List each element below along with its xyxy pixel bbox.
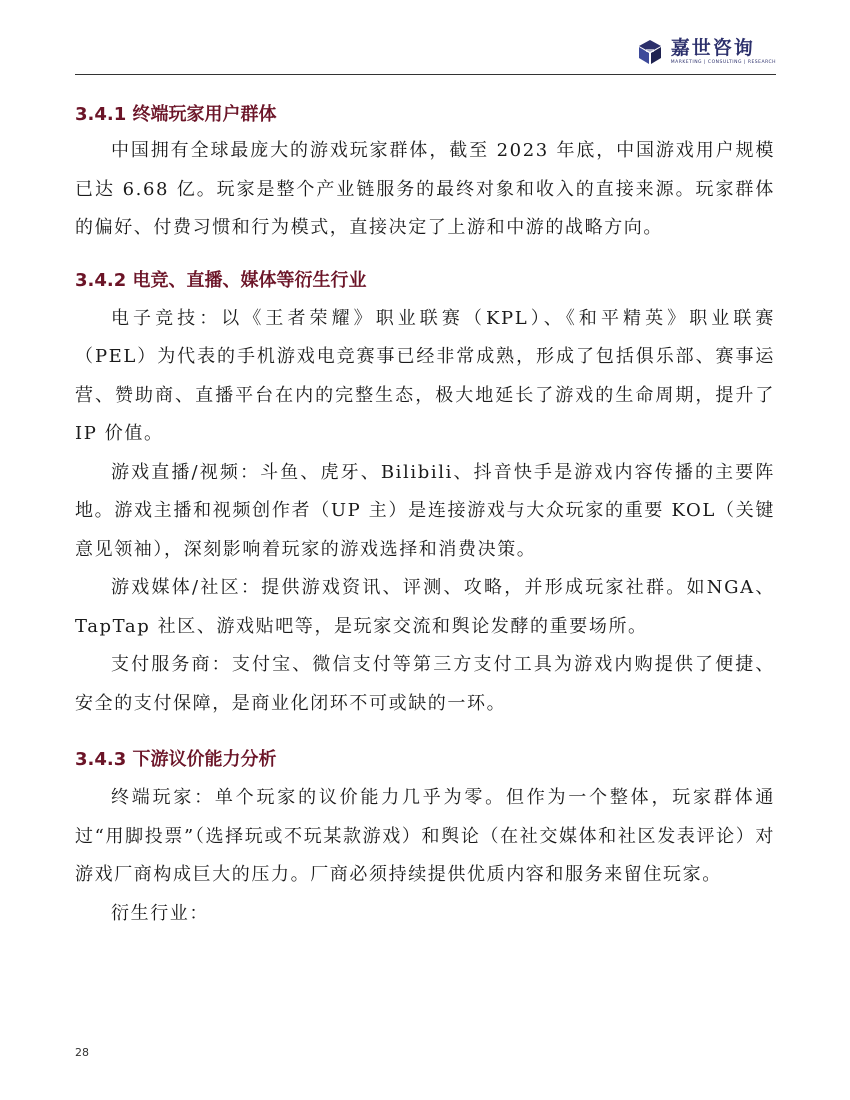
section-heading-3-4-2: 3.4.2 电竞、直播、媒体等衍生行业 (75, 269, 367, 291)
brand-name: 嘉世咨询 (670, 37, 755, 59)
paragraph-end-users: 中国拥有全球最庞大的游戏玩家群体，截至 2023 年底，中国游戏用户规模已达 6.68 亿。玩家是整个产业链服务的最终对象和收入的直接来源。玩家群体的偏好、付费习惯和行为模式，直接决定了上游和中游的战略方向。 (75, 140, 775, 238)
header-divider (75, 74, 776, 75)
section-heading-3-4-3: 3.4.3 下游议价能力分析 (75, 749, 277, 770)
paragraph-esports: 电子竞技：以《王者荣耀》职业联赛（KPL）、《和平精英》职业联赛（PEL）为代表的手机游戏电竞赛事已经非常成熟，形成了包括俱乐部、赛事运营、赞助商、直播平台在内的完整生态，极大地延长了游戏的生命周期，提升了 IP 价值。 (75, 307, 775, 444)
brand-tagline: MARKETING | CONSULTING | RESEARCH (670, 60, 776, 65)
paragraph-media-community: 游戏媒体/社区：提供游戏资讯、评测、攻略，并形成玩家社群。如NGA、TapTap 社区、游戏贴吧等，是玩家交流和舆论发酵的重要场所。 (75, 577, 775, 637)
brand-logo (637, 34, 776, 70)
section-heading-3-4-1: 3.4.1 终端玩家用户群体 (75, 104, 277, 125)
brand-cube-icon (637, 39, 663, 65)
paragraph-payment: 支付服务商：支付宝、微信支付等第三方支付工具为游戏内购提供了便捷、安全的支付保障，是商业化闭环不可或缺的一环。 (75, 654, 775, 714)
page-number: 28 (75, 1046, 89, 1059)
paragraph-streaming: 游戏直播/视频：斗鱼、虎牙、Bilibili、抖音快手是游戏内容传播的主要阵地。游戏主播和视频创作者（UP 主）是连接游戏与大众玩家的重要 KOL（关键意见领袖），深刻影响着玩家的游戏选择和消费决策。 (75, 461, 775, 560)
page-header (75, 30, 776, 76)
paragraph-derivative-industries: 衍生行业： (111, 902, 209, 924)
document-body (75, 100, 775, 933)
paragraph-bargaining-power: 终端玩家：单个玩家的议价能力几乎为零。但作为一个整体，玩家群体通过“用脚投票”（选择玩或不玩某款游戏）和舆论（在社交媒体和社区发表评论）对游戏厂商构成巨大的压力。厂商必须持续提供优质内容和服务来留住玩家。 (75, 787, 775, 885)
